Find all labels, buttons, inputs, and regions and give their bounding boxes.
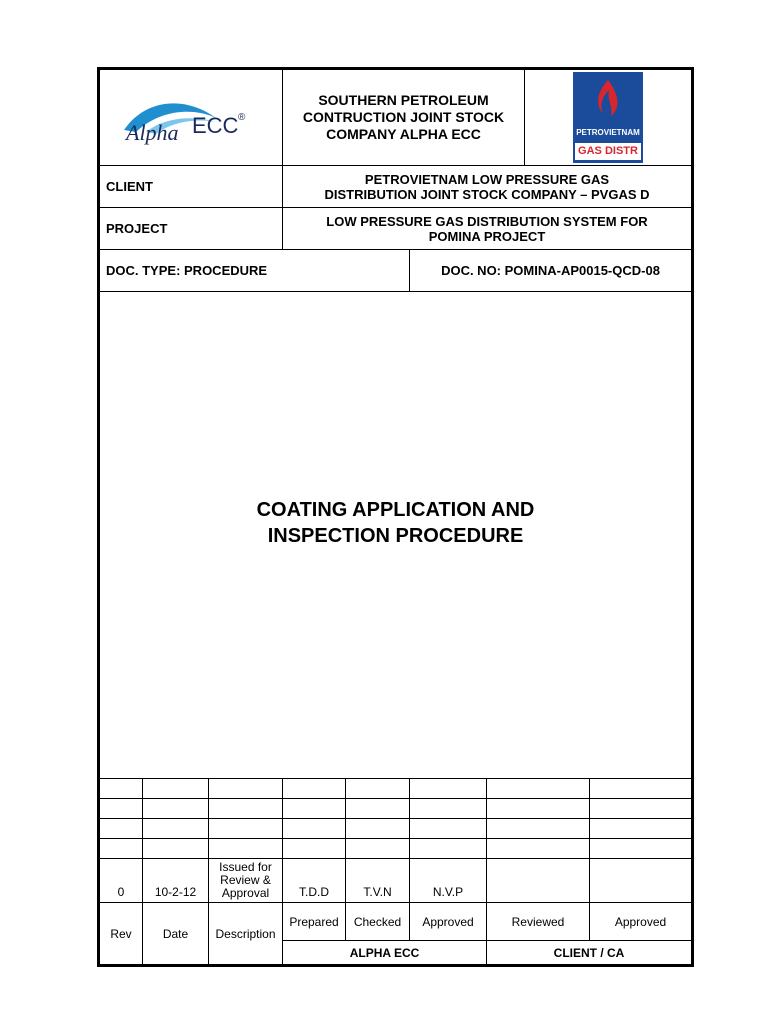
document-title-line-2: INSPECTION PROCEDURE (267, 525, 524, 547)
header-description: Description (215, 926, 276, 941)
doc-type: DOC. TYPE: PROCEDURE (106, 263, 268, 278)
rev-description (209, 858, 282, 902)
header-prepared: Prepared (289, 914, 339, 929)
svg-text:ECC: ECC (192, 112, 239, 138)
header-rev: Rev (110, 926, 132, 941)
client-value (283, 166, 691, 207)
header-approved: Approved (422, 914, 474, 929)
rev-checked: T.V.N (363, 885, 392, 899)
rev-description-line-2: Review & (220, 872, 271, 887)
header-client-approved: Approved (614, 914, 667, 929)
client-value-line-1: PETROVIETNAM LOW PRESSURE GAS (364, 171, 610, 187)
document-title-line-1: COATING APPLICATION AND (256, 499, 535, 521)
svg-text:Alpha: Alpha (126, 119, 179, 145)
header-checked: Checked (353, 914, 402, 929)
company-line-1: SOUTHERN PETROLEUM (318, 92, 489, 108)
footer-alpha-ecc: ALPHA ECC (349, 945, 420, 960)
doc-number: DOC. NO: POMINA-AP0015-QCD-08 (441, 263, 660, 278)
project-value-line-1: LOW PRESSURE GAS DISTRIBUTION SYSTEM FOR (326, 213, 648, 229)
rev-number: 0 (117, 885, 125, 899)
rev-prepared: T.D.D (299, 885, 329, 899)
header-date: Date (162, 926, 189, 941)
rev-description-line-1: Issued for (219, 859, 272, 874)
rev-approved: N.V.P (432, 885, 464, 899)
company-name (283, 70, 524, 165)
footer-client-ca: CLIENT / CA (553, 945, 625, 960)
flame-icon (573, 74, 643, 128)
registered-mark: ® (238, 111, 246, 123)
client-value-line-2: DISTRIBUTION JOINT STOCK COMPANY – PVGAS D (324, 186, 650, 202)
petrovietnam-logo (525, 70, 691, 165)
client-label: CLIENT (106, 179, 153, 194)
company-line-2: CONTRUCTION JOINT STOCK (302, 109, 505, 125)
rev-description-line-3: Approval (221, 885, 270, 900)
alpha-ecc-logo (100, 70, 282, 165)
company-line-3: COMPANY ALPHA ECC (326, 126, 481, 142)
header-reviewed: Reviewed (511, 914, 565, 929)
petrovietnam-brand: PETROVIETNAM (576, 128, 640, 137)
rev-date: 10-2-12 (154, 885, 197, 899)
alpha-ecc-swoosh-icon (116, 88, 266, 148)
project-value (283, 208, 691, 249)
gas-distr-label: GAS DISTR (575, 143, 641, 160)
document-title (100, 495, 691, 551)
project-label: PROJECT (106, 221, 168, 236)
project-value-line-2: POMINA PROJECT (428, 228, 546, 244)
